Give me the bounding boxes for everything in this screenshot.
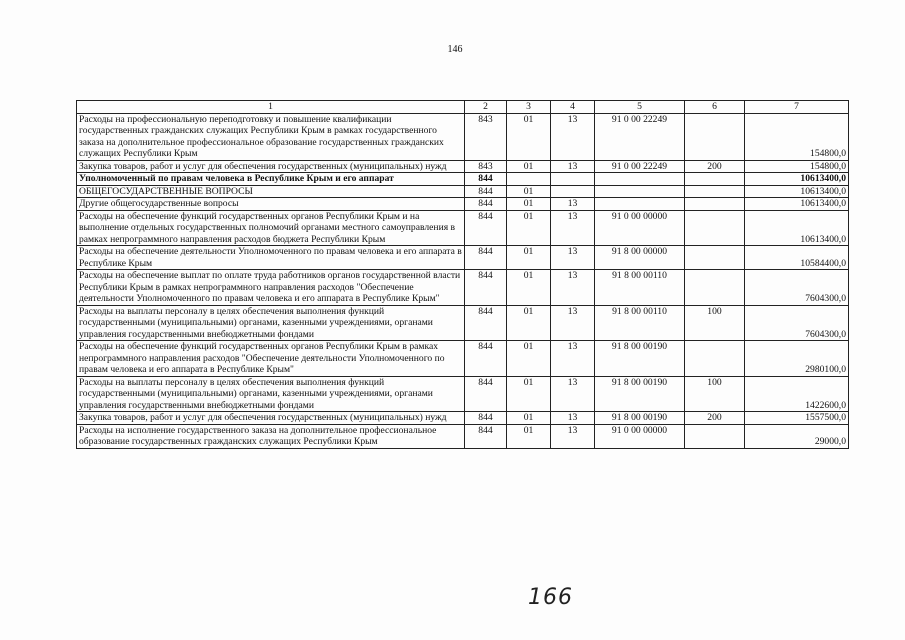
header-cell: 4 [551,101,595,114]
cell-code-6 [685,246,745,270]
cell-code-5 [595,173,685,186]
cell-code-2: 844 [465,412,507,425]
cell-name: Расходы на обеспечение функций государственных органов Республики Крым и на выполнение отдельных государственных полномочий органами местного самоуправления в рамках непрограммного направления расходов бюджета Республики Крым [77,210,465,246]
cell-code-2: 844 [465,376,507,412]
table-row [77,270,849,306]
table-row [77,412,849,425]
cell-code-5 [595,198,685,211]
cell-amount: 10613400,0 [745,185,849,198]
table-row [77,185,849,198]
cell-code-3: 01 [507,424,551,448]
cell-code-5: 91 8 00 00110 [595,270,685,306]
cell-code-5: 91 8 00 00190 [595,376,685,412]
cell-code-3: 01 [507,160,551,173]
header-cell: 2 [465,101,507,114]
cell-code-5: 91 0 00 00000 [595,424,685,448]
cell-code-4: 13 [551,210,595,246]
budget-table [76,100,849,449]
cell-code-6: 100 [685,376,745,412]
table-row [77,198,849,211]
cell-code-6 [685,173,745,186]
cell-code-2: 844 [465,185,507,198]
cell-code-3: 01 [507,113,551,160]
cell-code-5: 91 8 00 00000 [595,246,685,270]
cell-code-3: 01 [507,246,551,270]
table-row [77,246,849,270]
cell-name: Расходы на обеспечение выплат по оплате труда работников органов государственной власти Республики Крым в рамках непрограммного направления расходов "Обеспечение деятельности Уполномоченного по правам человека и его аппарата в Республике Крым" [77,270,465,306]
cell-code-6 [685,185,745,198]
cell-amount: 10584400,0 [745,246,849,270]
table-row [77,424,849,448]
cell-code-3: 01 [507,270,551,306]
cell-amount: 1422600,0 [745,376,849,412]
cell-code-5 [595,185,685,198]
header-cell: 7 [745,101,849,114]
cell-code-4: 13 [551,246,595,270]
cell-amount: 10613400,0 [745,173,849,186]
header-cell: 5 [595,101,685,114]
table-row [77,376,849,412]
table-row [77,210,849,246]
table-row [77,160,849,173]
header-cell: 3 [507,101,551,114]
table-row [77,305,849,341]
cell-code-2: 844 [465,210,507,246]
cell-code-4: 13 [551,305,595,341]
header-cell: 6 [685,101,745,114]
cell-code-4: 13 [551,198,595,211]
cell-code-3: 01 [507,341,551,377]
cell-code-3: 01 [507,198,551,211]
cell-code-4: 13 [551,376,595,412]
cell-code-4: 13 [551,341,595,377]
cell-code-4 [551,173,595,186]
cell-code-6 [685,270,745,306]
cell-code-4: 13 [551,160,595,173]
cell-name: Закупка товаров, работ и услуг для обеспечения государственных (муниципальных) нужд [77,160,465,173]
cell-name: Расходы на выплаты персоналу в целях обеспечения выполнения функций государственными (муниципальными) органами, казенными учреждениями, органами управления государственными внебюджетными фондами [77,376,465,412]
cell-code-5: 91 0 00 00000 [595,210,685,246]
cell-code-6 [685,198,745,211]
cell-code-6: 200 [685,412,745,425]
cell-code-3: 01 [507,376,551,412]
cell-code-5: 91 8 00 00190 [595,412,685,425]
cell-name: Расходы на выплаты персоналу в целях обеспечения выполнения функций государственными (муниципальными) органами, казенными учреждениями, органами управления государственными внебюджетными фондами [77,305,465,341]
cell-code-5: 91 0 00 22249 [595,160,685,173]
cell-code-2: 844 [465,305,507,341]
cell-code-2: 844 [465,424,507,448]
cell-name: ОБЩЕГОСУДАРСТВЕННЫЕ ВОПРОСЫ [77,185,465,198]
cell-code-2: 844 [465,173,507,186]
cell-code-4: 13 [551,113,595,160]
cell-code-6: 200 [685,160,745,173]
cell-name: Расходы на исполнение государственного заказа на дополнительное профессиональное образование государственных гражданских служащих Республики Крым [77,424,465,448]
cell-code-3: 01 [507,305,551,341]
cell-code-4: 13 [551,424,595,448]
cell-name: Расходы на обеспечение функций государственных органов Республики Крым в рамках непрограммного направления расходов "Обеспечение деятельности Уполномоченного по правам человека и его аппарата в Республике Крым" [77,341,465,377]
table-header-row [77,101,849,114]
cell-code-3 [507,173,551,186]
cell-name: Расходы на обеспечение деятельности Уполномоченного по правам человека и его аппарата в Республике Крым [77,246,465,270]
cell-code-4 [551,185,595,198]
cell-amount: 1557500,0 [745,412,849,425]
cell-code-2: 844 [465,341,507,377]
cell-code-4: 13 [551,412,595,425]
cell-code-6: 100 [685,305,745,341]
cell-name: Уполномоченный по правам человека в Республике Крым и его аппарат [77,173,465,186]
page-number: 146 [447,44,463,55]
cell-amount: 2980100,0 [745,341,849,377]
cell-code-6 [685,210,745,246]
handwritten-note: 166 [528,585,573,610]
cell-code-6 [685,341,745,377]
cell-amount: 154800,0 [745,113,849,160]
cell-code-4: 13 [551,270,595,306]
cell-name: Закупка товаров, работ и услуг для обеспечения государственных (муниципальных) нужд [77,412,465,425]
cell-code-5: 91 8 00 00190 [595,341,685,377]
table-row [77,341,849,377]
cell-code-5: 91 8 00 00110 [595,305,685,341]
cell-code-2: 843 [465,113,507,160]
cell-name: Другие общегосударственные вопросы [77,198,465,211]
cell-code-6 [685,113,745,160]
cell-amount: 7604300,0 [745,270,849,306]
table-row [77,173,849,186]
cell-code-3: 01 [507,210,551,246]
cell-code-2: 843 [465,160,507,173]
cell-code-2: 844 [465,270,507,306]
cell-code-3: 01 [507,412,551,425]
header-cell: 1 [77,101,465,114]
cell-amount: 154800,0 [745,160,849,173]
cell-amount: 10613400,0 [745,198,849,211]
table-row [77,113,849,160]
cell-code-2: 844 [465,198,507,211]
cell-name: Расходы на профессиональную переподготовку и повышение квалификации государственных гражданских служащих Республики Крым в рамках государственного заказа на дополнительное профессиональное образование государственных гражданских служащих Республики Крым [77,113,465,160]
cell-code-6 [685,424,745,448]
cell-amount: 7604300,0 [745,305,849,341]
cell-code-3: 01 [507,185,551,198]
cell-code-5: 91 0 00 22249 [595,113,685,160]
cell-code-2: 844 [465,246,507,270]
cell-amount: 29000,0 [745,424,849,448]
cell-amount: 10613400,0 [745,210,849,246]
